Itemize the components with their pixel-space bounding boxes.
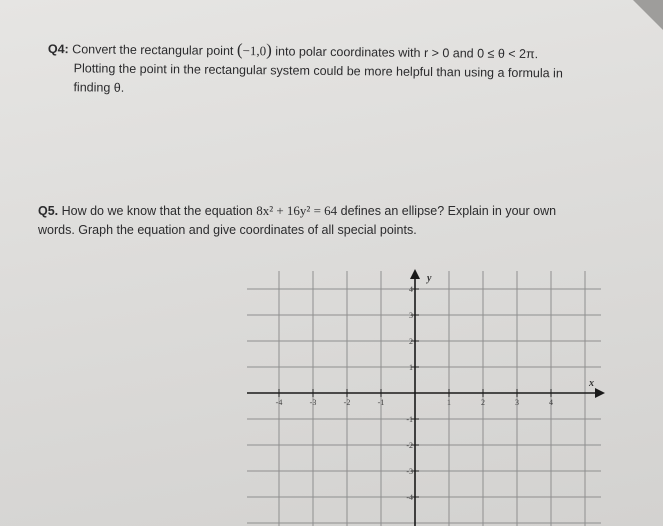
y-tick-label: -3 xyxy=(406,467,413,476)
y-tick-label: -4 xyxy=(406,493,413,502)
x-tick-label: -4 xyxy=(275,398,283,407)
q4-label: Q4: xyxy=(47,41,69,57)
x-tick-label: 1 xyxy=(447,398,451,407)
q5-text-b: defines an ellipse? Explain in your own xyxy=(337,204,557,218)
x-axis-arrow xyxy=(595,388,605,398)
q4-line-2: Plotting the point in the rectangular system could be more helpful than using a formula in xyxy=(73,61,563,81)
x-tick-label: 4 xyxy=(549,398,553,407)
y-tick-label: 3 xyxy=(409,311,413,320)
x-tick-label: -3 xyxy=(309,398,317,407)
q4-text-a: Convert the rectangular point xyxy=(72,42,237,58)
q4-paren-close: ) xyxy=(266,40,272,60)
coordinate-grid xyxy=(247,265,607,526)
x-tick-label: 2 xyxy=(481,398,485,407)
question-4 xyxy=(47,38,638,103)
q4-text-b: into polar coordinates with r > 0 and 0 ≤ θ < 2π. xyxy=(271,44,539,62)
q5-equation: 8x² + 16y² = 64 xyxy=(256,203,338,218)
x-tick-label: -1 xyxy=(377,398,385,407)
y-tick-label: -1 xyxy=(406,415,413,424)
q4-point: −1,0 xyxy=(242,43,267,59)
y-axis-label: y xyxy=(427,273,432,284)
q5-line-2: words. Graph the equation and give coordinates of all special points. xyxy=(38,223,417,237)
q4-paren-open: ( xyxy=(236,39,243,60)
q5-text-a: How do we know that the equation xyxy=(58,204,257,218)
q5-label: Q5. xyxy=(38,204,59,218)
q5-line-1 xyxy=(38,201,628,221)
x-tick-label: -2 xyxy=(343,398,351,407)
y-axis-arrow xyxy=(410,269,420,279)
page-corner-shadow xyxy=(633,0,663,30)
x-axis-label: x xyxy=(589,378,594,389)
y-tick-label: 1 xyxy=(409,363,413,372)
y-tick-label: -2 xyxy=(406,441,413,450)
y-tick-label: 4 xyxy=(409,285,413,294)
y-tick-label: 2 xyxy=(409,337,413,346)
q4-line-3: finding θ. xyxy=(73,80,125,95)
x-tick-label: 3 xyxy=(515,398,519,407)
question-5 xyxy=(38,201,628,240)
